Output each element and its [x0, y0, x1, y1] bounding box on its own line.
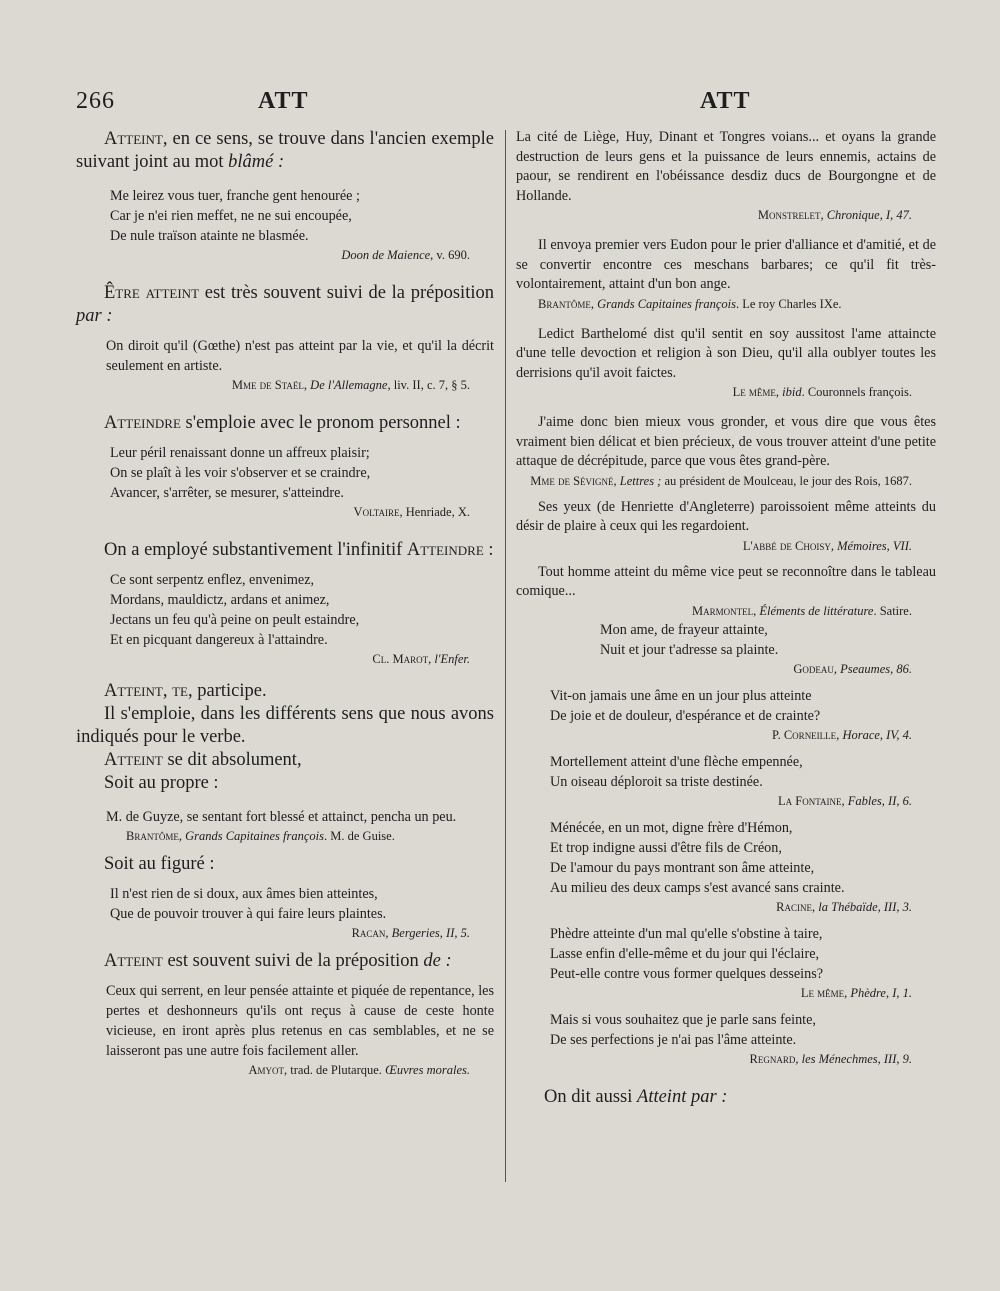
entry-paragraph: On a employé substantivement l'infinitif Atteindre : — [104, 540, 494, 560]
verse-quote: Ménécée, en un mot, digne frère d'Hémon, Et trop indigne aussi d'être fils de Créon, De l'amour du pays montrant son âme atteinte, Au milieu des deux camps s'est avancé sans crainte. — [550, 819, 845, 896]
prose-quote: Il envoya premier vers Eudon pour le prier d'alliance et d'amitié, et de se convertir encontre ces meschans barbares; ce qu'il fit très-volontairement, attaint d'un bon ange. — [516, 237, 936, 292]
citation: Voltaire, Henriade, X. — [353, 505, 470, 519]
citation: Brantôme, Grands Capitaines françois. M. de Guise. — [126, 829, 395, 843]
citation: Godeau, Pseaumes, 86. — [793, 661, 912, 676]
verse-quote: Leur péril renaissant donne un affreux plaisir; On se plaît à les voir s'observer et se craindre, Avancer, s'arrêter, se mesurer, s'atteindre. — [110, 445, 371, 501]
entry-paragraph: Atteint se dit absolument, — [104, 750, 302, 770]
citation: Regnard, les Ménechmes, III, 9. — [749, 1051, 912, 1066]
citation: Amyot, trad. de Plutarque. Œuvres morales. — [248, 1063, 470, 1077]
running-head-right: ATT — [700, 88, 751, 114]
entry-paragraph: Atteint, en ce sens, se trouve dans l'ancien exemple suivant joint au mot blâmé : — [76, 129, 494, 172]
entry-paragraph: On dit aussi Atteint par : — [544, 1086, 728, 1107]
citation: Brantôme, Grands Capitaines françois. Le roy Charles IXe. — [538, 296, 842, 311]
prose-quote: La cité de Liège, Huy, Dinant et Tongres voians... et oyans la grande destruction de leurs gens et la puissance de leurs ennemis, actains de paour, se rendirent en l'obéissance desdiz ducs de Bourgongne et de Hollande. — [516, 129, 936, 204]
citation: Marmontel, Éléments de littérature. Satire. — [691, 603, 912, 618]
left-column — [76, 128, 494, 1079]
verse-quote: Mais si vous souhaitez que je parle sans feinte, De ses perfections je n'ai pas l'âme atteinte. — [550, 1011, 816, 1048]
citation: Monstrelet, Chronique, I, 47. — [757, 208, 912, 222]
page-number: 266 — [76, 88, 115, 114]
entry-paragraph: Être atteint est très souvent suivi de la préposition par : — [76, 283, 494, 326]
verse-quote: Me leirez vous tuer, franche gent henourée ; Car je n'ei rien meffet, ne ne sui encoupée, De nule traïson atainte ne blasmée. — [110, 188, 360, 244]
entry-paragraph: Il s'emploie, dans les différents sens que nous avons indiqués pour le verbe. — [76, 704, 494, 747]
entry-paragraph: Soit au propre : — [104, 773, 219, 793]
entry-paragraph: Soit au figuré : — [104, 854, 215, 874]
citation: P. Corneille, Horace, IV, 4. — [772, 727, 912, 742]
citation: La Fontaine, Fables, II, 6. — [778, 793, 912, 808]
right-column — [516, 128, 936, 1109]
prose-quote: Ses yeux (de Henriette d'Angleterre) paroissoient même atteints du désir de plaire à ceux qui les regardoient. — [516, 498, 936, 534]
entry-paragraph: Atteint est souvent suivi de la préposition de : — [104, 951, 452, 971]
citation: Le même, Phèdre, I, 1. — [800, 985, 912, 1000]
prose-quote: J'aime donc bien mieux vous gronder, et vous dire que vous êtes vraiment bien délicat et bien précieux, de vous trouver atteint d'une petite attaque de décrépitude, parce que vous êtes grand-père. — [516, 414, 936, 469]
citation: L'abbé de Choisy, Mémoires, VII. — [742, 538, 912, 553]
verse-quote: Vit-on jamais une âme en un jour plus atteinte De joie et de douleur, d'espérance et de crainte? — [550, 687, 821, 724]
citation: Le même, ibid. Couronnels françois. — [732, 385, 912, 399]
verse-quote: Mortellement atteint d'une flèche empennée, Un oiseau déploroit sa triste destinée. — [550, 753, 803, 790]
citation: Mme de Sévigné, Lettres ; au président de Moulceau, le jour des Rois, 1687. — [530, 473, 912, 488]
running-head-left: ATT — [258, 88, 309, 114]
citation: Doon de Maience, v. 690. — [341, 248, 470, 262]
prose-quote: On diroit qu'il (Gœthe) n'est pas atteint par la vie, et qu'il la décrit seulement en artiste. — [106, 338, 494, 374]
column-divider — [505, 130, 506, 1182]
prose-quote: Ceux qui serrent, en leur pensée attainte et piquée de repentance, les pertes et deshonneurs qu'ils ont reçus à cause de ceste honte vicieuse, en iront après plus retenus en cas semblables, et ne se laisseront pas une autre fois facilement aller. — [106, 983, 494, 1059]
verse-quote: Phèdre atteinte d'un mal qu'elle s'obstine à taire, Lasse enfin d'elle-même et du jour qui l'éclaire, Peut-elle contre vous former quelques desseins? — [550, 925, 824, 982]
citation: Cl. Marot, l'Enfer. — [372, 652, 470, 666]
verse-quote: Ce sont serpentz enflez, envenimez, Mordans, mauldictz, ardans et animez, Jectans un feu qu'à peine on peult estaindre, Et en picquant dangereux à l'attaindre. — [110, 572, 360, 648]
citation: Mme de Staël, De l'Allemagne, liv. II, c. 7, § 5. — [231, 378, 470, 392]
entry-paragraph: Atteindre s'emploie avec le pronom personnel : — [104, 413, 461, 433]
citation: Racan, Bergeries, II, 5. — [351, 926, 470, 940]
prose-quote: M. de Guyze, se sentant fort blessé et attainct, pencha un peu. — [106, 809, 457, 825]
prose-quote: Ledict Barthelomé dist qu'il sentit en soy aussitost l'ame attaincte d'une telle devoction et religion à son Dieu, qu'il alla oublyer toutes les derrisions qu'il avoit faictes. — [516, 325, 936, 381]
prose-quote: Tout homme atteint du même vice peut se reconnoître dans le tableau comique... — [516, 563, 936, 599]
verse-quote: Il n'est rien de si doux, aux âmes bien atteintes, Que de pouvoir trouver à qui faire leurs plaintes. — [110, 886, 387, 922]
citation: Racine, la Thébaïde, III, 3. — [776, 899, 912, 914]
entry-paragraph: Atteint, te, participe. — [104, 681, 267, 701]
verse-quote: Mon ame, de frayeur attainte, Nuit et jour t'adresse sa plainte. — [600, 621, 779, 658]
